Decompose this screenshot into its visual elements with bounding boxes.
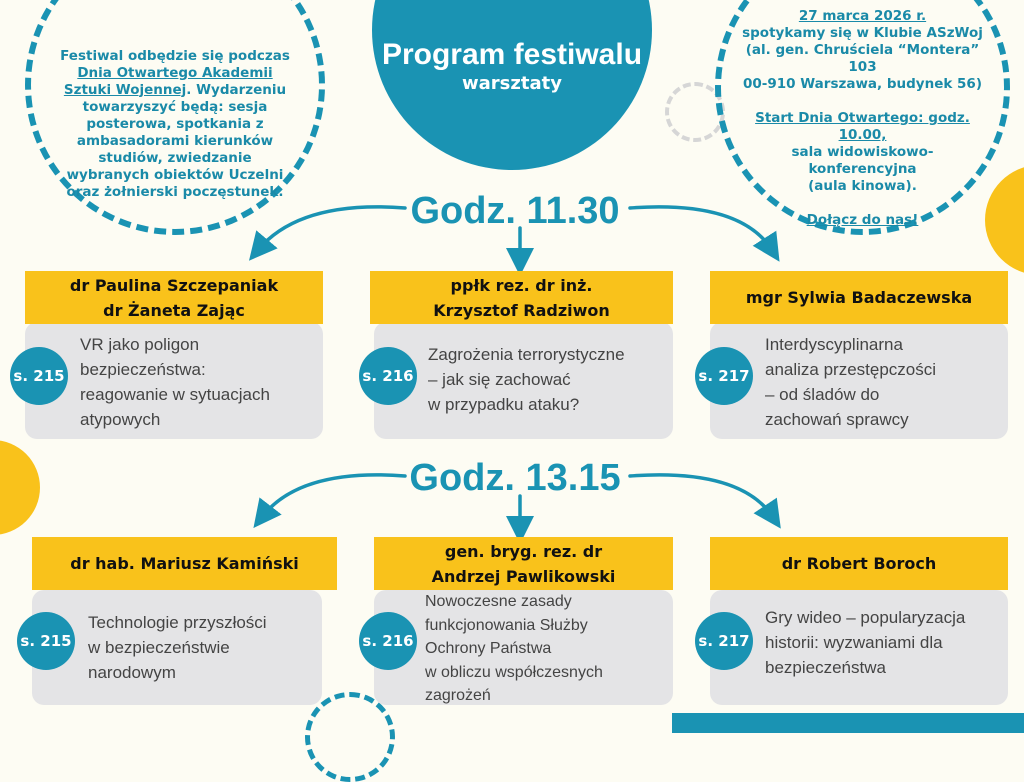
workshop-topic <box>80 332 320 432</box>
info-text-part: Festiwal odbędzie się podczas <box>60 47 290 64</box>
session-time-heading: Godz. 13.15 <box>409 457 621 499</box>
address-line: 00-910 Warszawa, budynek 56) <box>743 76 982 92</box>
topic-line: narodowym <box>88 663 176 682</box>
topic-line: bezpieczeństwa: <box>80 360 206 379</box>
venue-line: spotykamy się w Klubie ASzWoj <box>742 25 983 41</box>
topic-line: analiza przestępczości <box>765 360 937 379</box>
hall-line: sala widowiskowo-konferencyjna <box>791 144 934 177</box>
event-date-link[interactable]: 27 marca 2026 r. <box>798 8 927 24</box>
speaker-name: gen. bryg. rez. dr <box>444 541 603 561</box>
room-badge: s. 217 <box>695 612 753 670</box>
topic-line: atypowych <box>80 410 161 429</box>
start-time-link[interactable]: Start Dnia Otwartego: godz. 10.00, <box>755 110 970 143</box>
topic-line: Technologie przyszłości <box>88 613 267 632</box>
room-badge: s. 216 <box>359 347 417 405</box>
topic-line: Gry wideo – popularyzacja <box>765 608 966 627</box>
topic-line: w przypadku ataku? <box>428 395 580 414</box>
workshop-topic <box>425 590 671 708</box>
room-badge: s. 217 <box>695 347 753 405</box>
speaker-name: Andrzej Pawlikowski <box>431 566 616 586</box>
topic-line: – jak się zachować <box>428 370 571 389</box>
room-badge: s. 215 <box>17 612 75 670</box>
topic-line: reagowanie w sytuacjach <box>80 385 270 404</box>
topic-line: VR jako poligon <box>80 335 200 354</box>
room-badge: s. 216 <box>359 612 417 670</box>
speaker-name: ppłk rez. dr inż. <box>450 275 593 295</box>
workshop-topic <box>88 610 320 685</box>
open-day-link[interactable]: Dnia Otwartego Akademii Sztuki Wojennej <box>63 64 273 98</box>
address-line: (al. gen. Chruściela “Montera” 103 <box>745 42 980 75</box>
speaker-name: dr Robert Boroch <box>781 554 937 573</box>
topic-line: historii: wyzwaniami dla <box>765 633 943 652</box>
topic-line: Zagrożenia terrorystyczne <box>428 345 625 364</box>
topic-line: Interdyscyplinarna <box>765 335 903 354</box>
topic-line: zachowań sprawcy <box>765 410 909 429</box>
workshop-topic <box>765 332 1005 432</box>
topic-line: Nowoczesne zasady <box>425 593 572 610</box>
topic-line: Ochrony Państwa <box>425 640 552 657</box>
speaker-banner <box>370 271 673 324</box>
speaker-banner <box>32 537 337 590</box>
join-us-link[interactable]: Dołącz do nas! <box>806 212 919 228</box>
topic-line: – od śladów do <box>765 385 880 404</box>
page-subtitle: warsztaty <box>462 73 562 94</box>
workshop-topic <box>765 605 1007 680</box>
speaker-banner <box>374 537 673 590</box>
room-badge: s. 215 <box>10 347 68 405</box>
speaker-banner <box>710 271 1008 324</box>
topic-line: bezpieczeństwa <box>765 658 886 677</box>
speaker-banner <box>710 537 1008 590</box>
info-text-part: . Wydarzeniu towarzyszyć będą: sesja posterowa, spotkania z ambasadorami kierunków studiów, zwiedzanie wybranych obiektów Uczelni oraz żołnierski poczęstunek. <box>66 81 287 200</box>
speaker-banner <box>25 271 323 324</box>
page-title: Program festiwalu <box>381 38 643 71</box>
speaker-name: Krzysztof Radziwon <box>433 300 610 320</box>
topic-line: w bezpieczeństwie <box>88 638 230 657</box>
hall-line: (aula kinowa). <box>808 178 917 194</box>
topic-line: funkcjonowania Służby <box>425 616 588 634</box>
speaker-name: dr hab. Mariusz Kamiński <box>70 554 299 573</box>
speaker-name: dr Żaneta Zając <box>103 300 245 320</box>
session-time-heading: Godz. 11.30 <box>410 190 620 232</box>
topic-line: zagrożeń <box>425 687 491 704</box>
speaker-name: mgr Sylwia Badaczewska <box>745 288 973 307</box>
topic-line: w obliczu współczesnych <box>425 663 603 681</box>
speaker-name: dr Paulina Szczepaniak <box>69 275 279 295</box>
workshop-topic <box>428 342 672 417</box>
